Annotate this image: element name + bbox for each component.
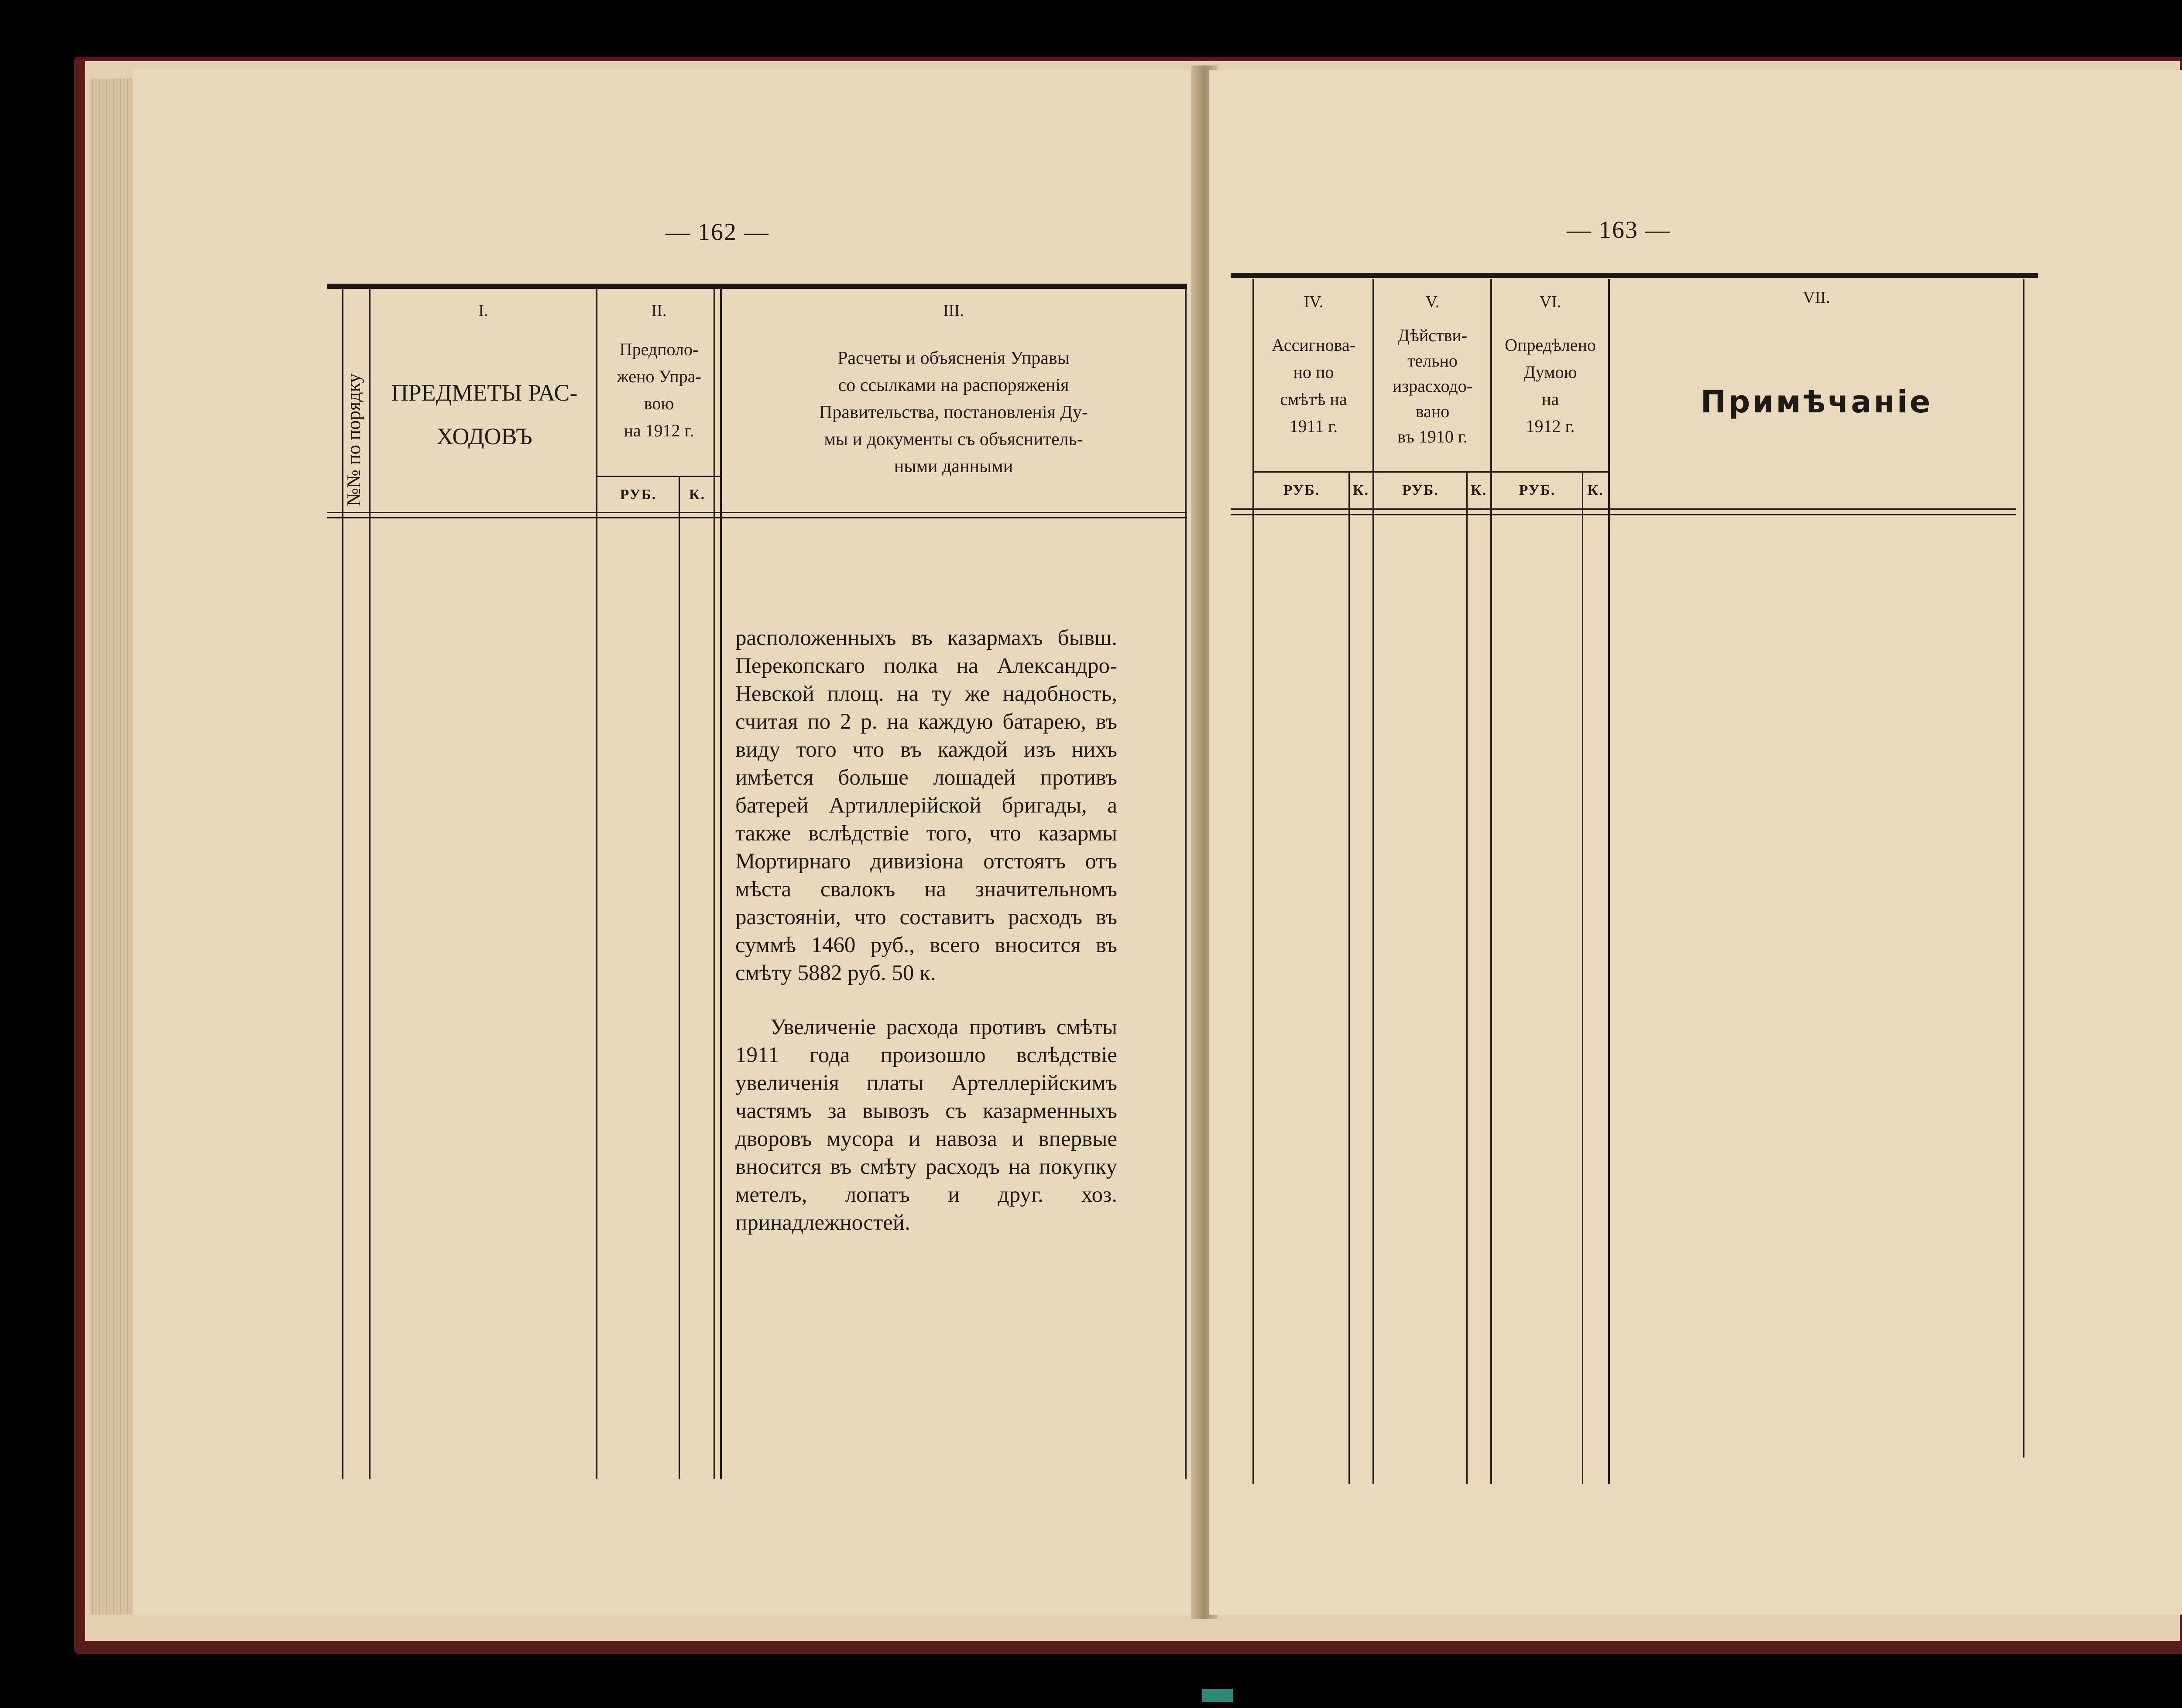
col3-line: со ссылками на распоряженія <box>838 375 1069 395</box>
col2-line: вою <box>644 394 674 413</box>
col3-line: ными данными <box>894 456 1013 477</box>
col2-line: Предполо- <box>619 340 699 359</box>
open-book <box>85 61 2180 1641</box>
col5-line: тельно <box>1407 351 1458 370</box>
col5-roman: V. <box>1425 293 1440 311</box>
col-divider-kop <box>1466 471 1468 1484</box>
col4-line: 1911 г. <box>1289 416 1338 436</box>
table-top-rule <box>1231 273 2038 278</box>
unit-kop: К. <box>1587 482 1604 498</box>
col3-line: Расчеты и объясненія Управы <box>837 348 1070 368</box>
header-bottom-rule-2 <box>327 517 1187 518</box>
col6-line: Думою <box>1523 362 1577 382</box>
col2-header <box>598 336 720 444</box>
col-divider <box>714 288 715 1479</box>
paragraph: расположенныхъ въ казармахъ бывш. Перекопскаго полка на Александро-Невской площ. на ту же надобность, считая по 2 р. на каждую батарею, въ виду того что въ каждой изъ нихъ имѣется больше лошадей противъ батерей Артиллерійской бригады, а также вслѣдствіе того, что казармы Мортирнаго дивизіона отстоятъ отъ мѣста свалокъ на значительномъ разстояніи, что составитъ расходъ въ суммѣ 1460 руб., всего вносится въ смѣту 5882 руб. 50 к. <box>735 626 1117 985</box>
col2-roman: II. <box>651 302 667 320</box>
unit-rule <box>596 476 720 477</box>
col-divider <box>596 288 597 1479</box>
col6-header <box>1492 332 1608 440</box>
col6-line: Опредѣлено <box>1505 335 1596 355</box>
col5-line: вано <box>1415 401 1450 421</box>
unit-kop: К. <box>689 487 706 503</box>
col4-header <box>1255 332 1372 440</box>
col-divider <box>2023 279 2024 1458</box>
unit-rule <box>1252 471 1608 473</box>
col4-line: смѣтѣ на <box>1280 389 1347 409</box>
col-divider <box>1490 279 1492 1484</box>
col2-line: жено Упра- <box>617 367 701 386</box>
col7-title: Примѣчаніе <box>1700 384 1933 420</box>
col-divider-kop <box>1348 471 1350 1484</box>
col7-roman: VII. <box>1803 288 1830 307</box>
unit-kop: К. <box>1352 482 1369 498</box>
unit-rub: РУБ. <box>1402 482 1439 498</box>
col3-line: Правительства, постановленія Ду- <box>819 402 1088 422</box>
col1-title: ПРЕДМЕТЫ РАС-ХОДОВЪ <box>391 380 578 449</box>
header-bottom-rule <box>327 512 1187 513</box>
paragraph: Увеличеніе расхода противъ смѣты 1911 года произошло вслѣдствіе увеличенія платы Артеллерійскимъ частямъ за вывозъ съ казарменныхъ дворовъ мусора и навоза и впервые вносится въ смѣту расходъ на покупку метелъ, лопатъ и друг. хоз. принадлежностей. <box>735 1015 1117 1235</box>
col4-roman: IV. <box>1304 293 1324 311</box>
unit-rub: РУБ. <box>620 487 657 503</box>
col3-header <box>731 345 1176 480</box>
col-divider <box>1608 279 1610 1484</box>
col6-roman: VI. <box>1539 293 1561 311</box>
unit-rub: РУБ. <box>1519 482 1556 498</box>
col3-roman: III. <box>943 302 964 320</box>
col4-line: но по <box>1293 362 1334 382</box>
bookmark-ribbon <box>1202 1689 1233 1702</box>
explanation-text <box>735 624 1117 1263</box>
col3-line: мы и документы съ объяснитель- <box>824 429 1083 449</box>
page-number-right: — 163 — <box>1567 216 1671 244</box>
col-divider-kop <box>1582 471 1583 1484</box>
col4-line: Ассигнова- <box>1271 335 1356 355</box>
col-divider <box>1185 288 1187 1479</box>
col-divider-rub <box>679 476 680 1479</box>
table-top-rule <box>327 284 1187 289</box>
left-page <box>133 70 1198 1615</box>
right-page <box>1209 70 2182 1615</box>
col6-line: на <box>1541 389 1559 409</box>
col-divider <box>720 288 722 1479</box>
col5-line: въ 1910 г. <box>1397 427 1468 446</box>
col5-header <box>1375 323 1490 449</box>
page-number-left: — 162 — <box>666 219 769 246</box>
unit-kop: К. <box>1470 482 1487 498</box>
col-number-header: №№ по порядку <box>343 373 364 506</box>
col-divider <box>1252 279 1254 1484</box>
col5-line: Дѣйстви- <box>1397 326 1468 345</box>
col-divider <box>1372 279 1374 1484</box>
col2-line: на 1912 г. <box>624 421 694 440</box>
col5-line: израсходо- <box>1392 376 1473 396</box>
unit-rub: РУБ. <box>1283 482 1320 498</box>
col-divider <box>369 288 371 1479</box>
col1-roman: I. <box>478 302 488 320</box>
col6-line: 1912 г. <box>1526 416 1575 436</box>
